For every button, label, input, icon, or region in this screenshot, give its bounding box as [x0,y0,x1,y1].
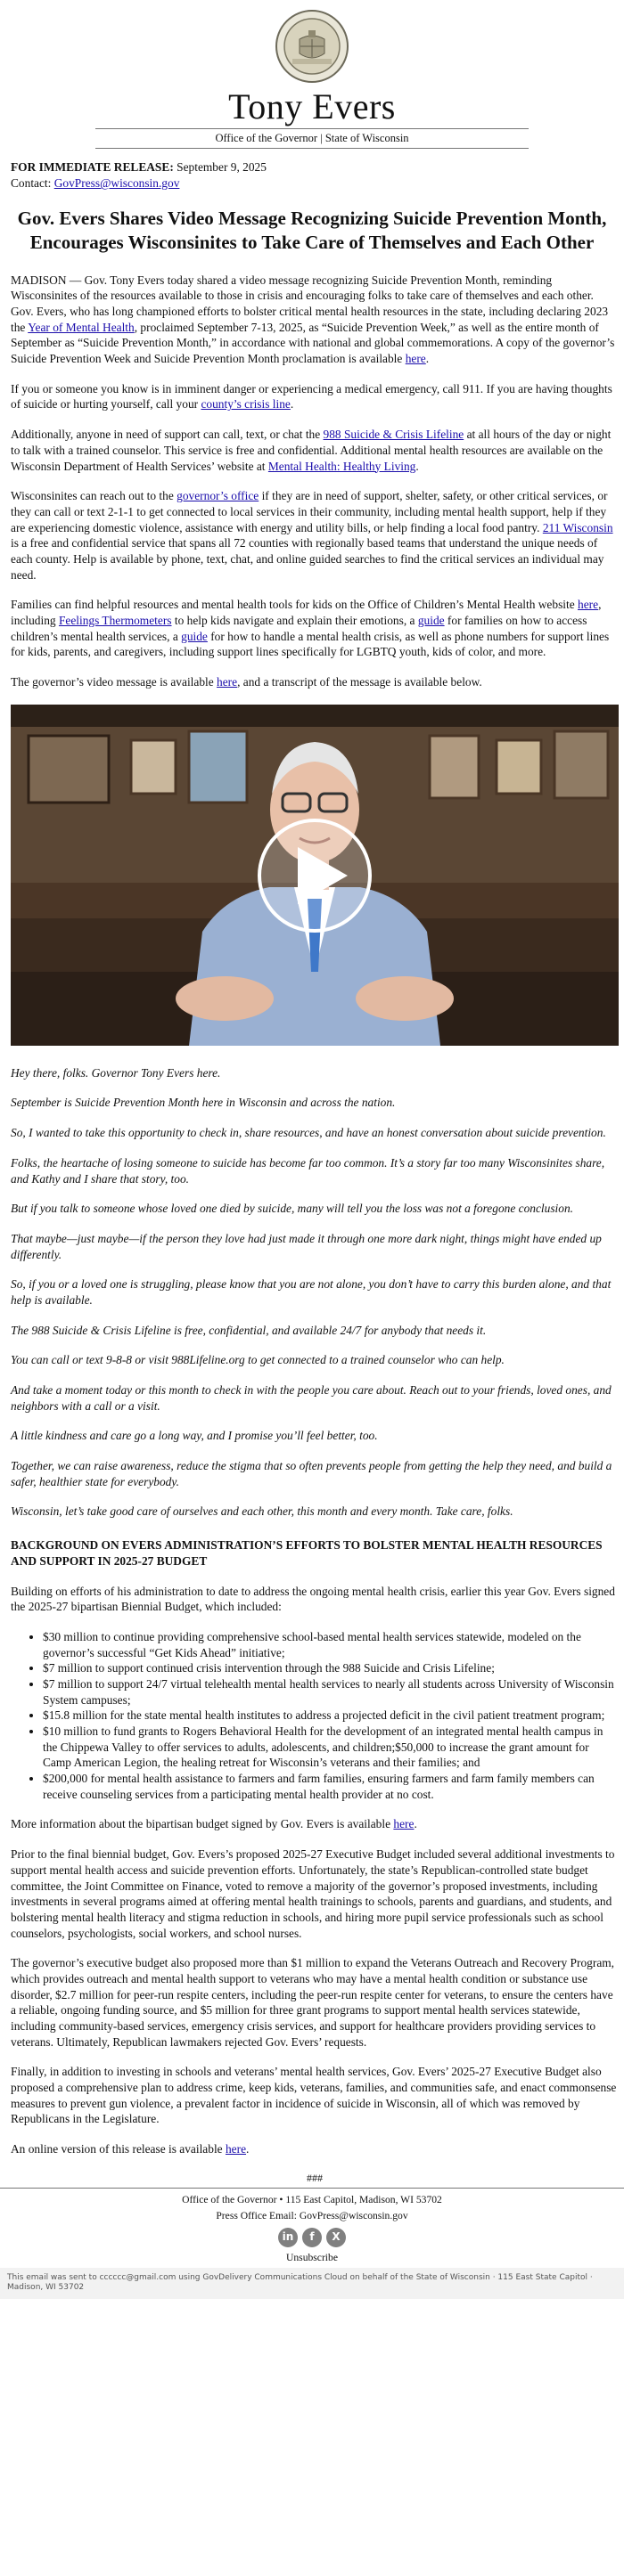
paragraph-families [11,597,619,660]
paragraph-prior-budget: Prior to the final biennial budget, Gov. Evers’s proposed 2025-27 Executive Budget included several additional investments to support mental health access and suicide prevention efforts. Unfortunately, the state’s Republican-controlled state budget committee, the Joint Committee on Finance, voted to remove a majority of the governor’s proposed investments, including investments in several programs aimed at offering mental health trainings to schools, parents and guardians, and students, and bolstering mental health literacy and stigma reduction in schools, and hiring more pupil service professionals such as school counselors, psychologists, social workers, and school nurses. [11,1847,615,1940]
wisconsin-seal-icon [275,9,349,84]
proclamation-link[interactable]: here [405,352,426,366]
video-transcript [11,1065,619,1520]
paragraph-video-intro [11,674,619,690]
text: for how to handle a mental health crisis, as well as phone numbers for support lines for kids, parents, and caregivers, including support lines specifically for LGBTQ youth, kids of color, and more. [11,629,610,659]
text: Wisconsinites can reach out to the [11,489,177,503]
text: The governor’s video message is available [11,675,218,689]
text: . [425,352,430,366]
transcript-line: And take a moment today or this month to check in with the people you care about. Reach out to your friends, loved ones, and neighbors with a call or a visit. [11,1383,612,1413]
footer-address: Office of the Governor • 115 East Capitol, Madison, WI 53702 [182,2193,442,2205]
text: An online version of this release is available [11,2142,226,2156]
text: is a free and confidential service that spans all 72 counties with regionally based teams that understand the unique needs of each county. Help is available by phone, text, chat, and online guided searches to find the critical services an individual may need. [11,536,604,582]
budget-list-item: • $7 million to support continued crisis intervention through the 988 Suicide and Crisis Lifeline; [43,1660,619,1676]
feelings-thermometers-link[interactable]: Feelings Thermometers [58,614,172,627]
unsubscribe-link[interactable]: Unsubscribe [286,2252,338,2264]
transcript-line: September is Suicide Prevention Month here in Wisconsin and across the nation. [11,1096,396,1110]
text: Families can find helpful resources and mental health tools for kids on the Office of Children’s Mental Health website [11,598,579,612]
delivery-note: This email was sent to cccccc@gmail.com using GovDelivery Communications Cloud on behalf of the State of Wisconsin · 115 East State Capitol · Madison, WI 53702 [0,2268,624,2299]
988-lifeline-link[interactable]: 988 Suicide & Crisis Lifeline [323,428,464,442]
year-of-mental-health-link[interactable]: Year of Mental Health [28,320,135,334]
text: , and a transcript of the message is available below. [237,675,482,689]
footer [0,2188,624,2265]
contact-label: Contact: [11,176,52,191]
211-wisconsin-link[interactable]: 211 Wisconsin [542,520,613,534]
governor-name: Tony Evers [228,86,396,126]
text: . [246,2142,250,2156]
paragraph-executive-budget: The governor’s executive budget also proposed more than $1 million to expand the Veterans Outreach and Recovery Program, which provides outreach and mental health support to veterans who may have a mental health condition or substance use disorder, $2.7 million for peer-run respite centers, including the peer-run respite center for veterans, to ensure the centers have a reliable, ongoing funding source, and $5 million for three grant programs to support mental health services statewide, including community-based services, emergency crisis services, and support for healthcare providers providing services to veterans. Ultimately, Republican lawmakers rejected Gov. Evers’ requests. [11,1956,615,2049]
linkedin-icon[interactable]: in [278,2228,298,2247]
text: . [414,1817,417,1831]
facebook-icon[interactable]: f [302,2228,322,2247]
transcript-line: So, if you or a loved one is struggling, please know that you are not alone, you don’t have to carry this burden alone, and that help is available. [11,1277,612,1307]
social-links [0,2228,624,2247]
video-link[interactable]: here [217,675,238,689]
text: More information about the bipartisan budget signed by Gov. Evers is available [11,1817,394,1831]
transcript-line: You can call or text 9-8-8 or visit 988Lifeline.org to get connected to a trained counselor who can help. [11,1353,505,1367]
county-crisis-line-link[interactable]: county’s crisis line [201,397,291,412]
guide-crisis-link[interactable]: guide [181,629,208,643]
online-version-link[interactable]: here [225,2142,247,2156]
budget-list-item: • $7 million to support 24/7 virtual telehealth mental health services to nearly all students across University of Wisconsin System campuses; [43,1676,619,1708]
governors-office-link[interactable]: governor’s office [177,489,259,503]
release-label: FOR IMMEDIATE RELEASE: [11,159,174,174]
transcript-line: Together, we can raise awareness, reduce the stigma that so often prevents people from getting the help they need, and build a safer, healthier state for everybody. [11,1459,612,1488]
paragraph-988 [11,427,619,474]
budget-list-item: • $200,000 for mental health assistance to farmers and farm families, ensuring farmers and farm family members can receive counseling services from a participating mental health provider at no cost. [43,1771,619,1802]
mental-health-healthy-living-link[interactable]: Mental Health: Healthy Living [267,459,416,473]
paragraph-emergency [11,381,619,412]
end-mark: ### [307,2171,323,2184]
transcript-line: That maybe—just maybe—if the person they love had just made it through one more dark night, things might have ended up differently. [11,1231,602,1261]
budget-list-item: • $30 million to continue providing comprehensive school-based mental health services statewide, modeled on the governor’s successful “Get Kids Ahead” initiative; [43,1629,619,1660]
contact-line [11,175,619,192]
headline: Gov. Evers Shares Video Message Recognizing Suicide Prevention Month, Encourages Wisconsinites to Take Care of Themselves and Each Other [17,207,607,253]
transcript-line: Wisconsin, let’s take good care of ourselves and each other, this month and every month. Take care, folks. [11,1504,513,1519]
video-thumbnail[interactable] [11,705,619,1046]
release-date: September 9, 2025 [177,159,267,174]
text: , including [11,598,602,627]
transcript-line: The 988 Suicide & Crisis Lifeline is free, confidential, and available 24/7 for anybody that needs it. [11,1323,487,1337]
paragraph-intro [11,273,619,367]
footer-press-email: Press Office Email: GovPress@wisconsin.gov [216,2209,408,2221]
transcript-line: Hey there, folks. Governor Tony Evers here. [11,1065,221,1080]
text: If you or someone you know is in imminent danger or experiencing a medical emergency, call 911. If you are having thoughts of suicide or hurting yourself, call your [11,381,612,412]
budget-list [11,1629,619,1803]
ocmh-website-link[interactable]: here [578,598,599,612]
transcript-line: Folks, the heartache of losing someone to suicide has become far too common. It’s a story far too many Wisconsinites share, and Kathy and I share that story, too. [11,1155,605,1186]
background-heading: BACKGROUND ON EVERS ADMINISTRATION’S EFFORTS TO BOLSTER MENTAL HEALTH RESOURCES AND SUPPORT IN 2025-27 BUDGET [11,1538,603,1568]
text: to help kids navigate and explain their emotions, a [171,614,418,627]
release-date-line [11,159,619,175]
text: Additionally, anyone in need of support can call, text, or chat the [11,428,324,442]
text: MADISON — Gov. Tony Evers today shared a video message recognizing Suicide Prevention Month, reminding Wisconsinites of the resources available to those in crisis and encouraging folks to take care of themselves and each other. Gov. Evers, who has long championed efforts to bolster critical mental health resources in the state, including declaring 2023 the [11,273,609,334]
x-twitter-icon[interactable]: X [326,2228,346,2247]
office-line: Office of the Governor | State of Wisconsin [95,128,529,149]
text: for families on how to access children’s mental health services, a [11,614,587,643]
budget-list-item: • $15.8 million for the state mental health institutes to address a projected deficit in the civil patient treatment program; [43,1708,619,1724]
transcript-line: But if you talk to someone whose loved one died by suicide, many will tell you the loss was not a foregone conclusion. [11,1202,573,1216]
more-info-paragraph [11,1816,619,1832]
text: at all hours of the day or night to talk with a trained counselor. This service is free and confidential. Additional mental health resources are available on the Wisconsin Department of Health Services’ website at [11,428,612,473]
paragraph-final: Finally, in addition to investing in schools and veterans’ mental health services, Gov. Evers’ 2025-27 Executive Budget also proposed a comprehensive plan to address crime, keep kids, veterans, families, and communities safe, and enact commonsense measures to prevent gun violence, a prevalent factor in incidence of suicide in Wisconsin, all of which was removed by Republicans in the Legislature. [11,2065,617,2126]
background-intro: Building on efforts of his administration to date to address the ongoing mental health crisis, earlier this year Gov. Evers signed the 2025-27 bipartisan Biennial Budget, which included: [11,1584,615,1614]
guide-services-link[interactable]: guide [417,614,445,627]
text: . [415,459,419,473]
transcript-line: So, I wanted to take this opportunity to check in, share resources, and have an honest conversation about suicide prevention. [11,1126,606,1140]
text: . [290,397,294,412]
content [0,159,624,2186]
budget-list-item: • $10 million to fund grants to Rogers Behavioral Health for the development of an integrated mental health campus in the Chippewa Valley to offer services to adults, adolescents, and children;$50,000 to increase the grant amount for Camp American Legion, the healing retreat for Wisconsin’s veterans and their families; and [43,1724,619,1771]
paragraph-211 [11,488,619,583]
header [0,0,624,149]
text: , proclaimed September 7-13, 2025, as “Suicide Prevention Week,” as well as the entire month of September as “Suicide Prevention Month,” in accordance with national and global commemorations. A copy of the governor’s Suicide Prevention Week and Suicide Prevention Month proclamation is available [11,320,615,366]
contact-email-link[interactable]: GovPress@wisconsin.gov [53,176,180,191]
text: if they are in need of support, shelter, safety, or other critical services, or they can call or text 2-1-1 to get connected to local services in their community, including mental health support, help if they are experiencing domestic violence, assistance with energy and utility bills, or help finding a local food pantry. [11,489,608,534]
budget-info-link[interactable]: here [393,1817,415,1831]
online-version-paragraph [11,2141,619,2157]
transcript-line: A little kindness and care go a long way, and I promise you’ll feel better, too. [11,1429,378,1443]
